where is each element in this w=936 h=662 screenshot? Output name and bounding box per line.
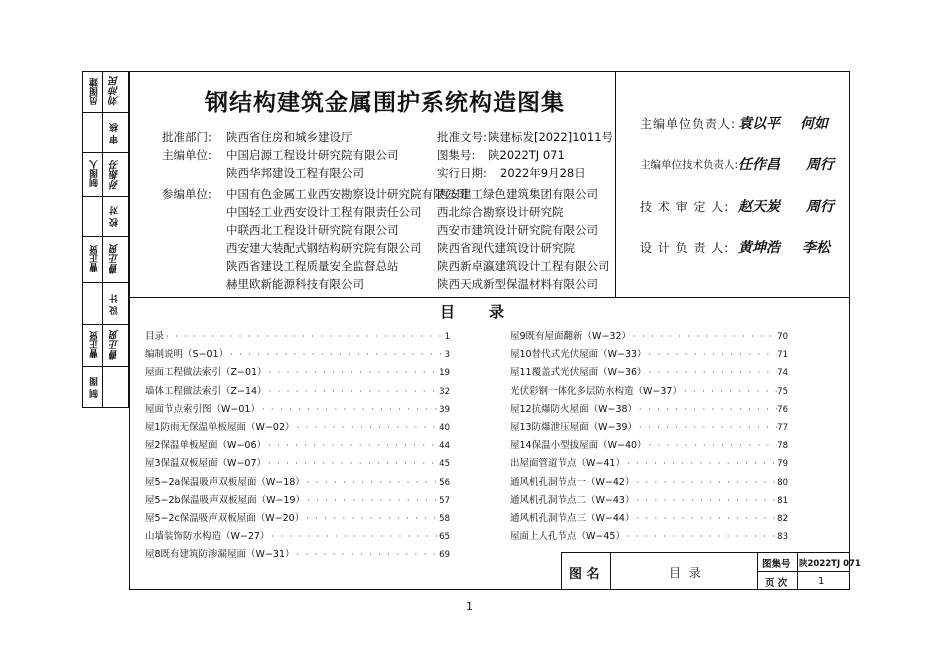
- toc-entry-page: 70: [777, 332, 788, 342]
- participant-unit: 陕西新卓瀛建筑设计工程有限公司: [437, 259, 610, 273]
- toc-entry-page: 39: [439, 404, 450, 415]
- effective-date-value: 2022年9月28日: [500, 166, 586, 180]
- toc-entry-title: 出屋面管道节点（W−41）: [510, 458, 625, 470]
- approval-dept-label: 批准部门:: [162, 130, 212, 144]
- strip-label-1: 审 核: [110, 123, 120, 145]
- responsible-signature-1a: 任作昌: [738, 157, 780, 173]
- toc-leader: [634, 474, 777, 492]
- participant-unit: 西安建工绿色建筑集团有限公司: [437, 187, 598, 201]
- toc-leader: [634, 492, 777, 510]
- participant-unit: 西北综合勘察设计研究院: [437, 205, 564, 219]
- drawing-name: 目 录: [669, 566, 703, 580]
- strip-label-7: 制 图: [90, 377, 100, 399]
- toc-leader: [647, 437, 778, 455]
- atlas-no-block: 陕2022TJ 071: [799, 559, 861, 569]
- strip-signature-2: 孙振芬: [110, 160, 121, 190]
- strip-label-4: 曹正贤: [90, 245, 100, 272]
- toc-entry-title: 编制说明（S−01）: [145, 349, 229, 361]
- toc-entry-title: 目录: [145, 331, 165, 342]
- toc-entry-title: 通风机孔洞节点一（W−42）: [510, 476, 635, 488]
- toc-entry-page: 77: [777, 423, 788, 434]
- toc-entry-title: 屋面工程做法索引（Z−01）: [145, 367, 267, 379]
- toc-leader: [305, 492, 439, 510]
- responsible-signature-2b: 周行: [806, 199, 834, 215]
- strip-column-divider: [102, 71, 103, 408]
- toc-entry[interactable]: [145, 401, 450, 419]
- strip-label-3: 校 对: [110, 206, 120, 228]
- responsible-label-2: 技 术 审 定 人:: [640, 200, 730, 214]
- responsible-divider: [615, 71, 616, 297]
- toc-leader: [637, 401, 777, 419]
- responsible-signature-2a: 赵天炭: [738, 199, 780, 215]
- toc-leader: [267, 383, 440, 401]
- toc-leader: [634, 510, 777, 528]
- toc-entry-title: 屋14保温小型拔屋面（W−40）: [510, 440, 647, 452]
- strip-signature-0: 刘沛民: [110, 76, 121, 106]
- toc-entry-page: 40: [439, 423, 450, 434]
- toc-title: 目录: [440, 303, 539, 321]
- toc-entry[interactable]: [145, 419, 450, 437]
- toc-entry-page: 83: [777, 532, 788, 543]
- toc-entry[interactable]: [510, 346, 788, 364]
- toc-entry-title: 屋12抗爆防火屋面（W−38）: [510, 403, 638, 415]
- editor-unit-value-2: 陕西华邦建设工程有限公司: [226, 166, 364, 180]
- toc-leader: [295, 546, 440, 564]
- toc-entry[interactable]: [145, 383, 450, 401]
- toc-entry-title: 屋面上人孔节点（W−45）: [510, 531, 625, 543]
- toc-leader: [304, 510, 439, 528]
- participant-unit: 西安市建筑设计研究院有限公司: [437, 223, 598, 237]
- strip-divider: [82, 324, 129, 325]
- page-block: 1: [818, 576, 825, 587]
- atlas-no-label-block: 图集号: [762, 559, 791, 570]
- approval-doc-value: 陕建标发[2022]1011号: [488, 130, 614, 144]
- toc-entry[interactable]: [510, 492, 788, 510]
- toc-entry-title: 屋3保温双板屋面（W−07）: [145, 458, 266, 470]
- toc-leader: [682, 383, 777, 401]
- toc-leader: [269, 528, 439, 546]
- toc-entry-title: 屋面节点索引图（W−01）: [145, 403, 260, 415]
- toc-entry-page: 32: [439, 386, 450, 397]
- participant-unit: 赫里欧新能源科技有限公司: [226, 277, 364, 291]
- participant-unit: 中国轻工业西安设计工程有限责任公司: [226, 205, 422, 219]
- toc-leader: [266, 455, 439, 473]
- toc-entry[interactable]: [510, 364, 788, 382]
- toc-entry-title: 屋10替代式光伏屋面（W−33）: [510, 349, 647, 361]
- strip-label-5: 设 计: [110, 294, 120, 316]
- toc-entry[interactable]: [145, 437, 450, 455]
- toc-entry-page: 58: [439, 514, 450, 525]
- participant-unit: 陕西天成新型保温材料有限公司: [437, 277, 598, 291]
- page-label-block: 页 次: [765, 578, 788, 589]
- responsible-signature-3a: 黄坤浩: [738, 240, 780, 256]
- strip-signature-6: 曹正贤: [110, 330, 121, 360]
- strip-divider: [82, 236, 129, 237]
- toc-entry-title: 屋5−2a保温吸声双板屋面（W−18）: [145, 476, 305, 488]
- toc-leader: [228, 346, 444, 364]
- toc-leader: [295, 419, 440, 437]
- participant-unit: 中联西北工程设计研究院有限公司: [226, 223, 399, 237]
- approval-dept-value: 陕西省住房和城乡建设厅: [226, 130, 353, 144]
- participants-col2: [437, 186, 610, 292]
- toc-entry-title: 屋5−2b保温吸声双板屋面（W−19）: [145, 494, 306, 506]
- title-block-row-divider: [757, 571, 850, 572]
- editor-unit-value-1: 中国启源工程设计研究院有限公司: [226, 148, 399, 162]
- header-divider: [129, 297, 850, 298]
- strip-label-2: 制图人: [90, 160, 100, 187]
- toc-leader: [305, 474, 439, 492]
- toc-entry[interactable]: [145, 328, 450, 346]
- toc-entry-page: 82: [777, 514, 788, 525]
- toc-entry-title: 通风机孔洞节点二（W−43）: [510, 494, 635, 506]
- toc-entry-title: 屋1防雨无保温单板屋面（W−02）: [145, 422, 295, 434]
- toc-entry[interactable]: [510, 437, 788, 455]
- toc-entry-page: 75: [777, 386, 788, 397]
- toc-leader: [625, 528, 777, 546]
- strip-signature-4: 曹正贤: [110, 244, 121, 274]
- responsible-label-1: 主编单位技术负责人:: [640, 159, 739, 171]
- strip-divider: [82, 152, 129, 153]
- drawing-name-label: 图 名: [569, 567, 600, 582]
- toc-entry-title: 通风机孔洞节点三（W−44）: [510, 513, 635, 525]
- title-block-left: [561, 552, 562, 590]
- toc-entry-page: 44: [439, 441, 450, 452]
- participant-unit: 中国有色金属工业西安勘察设计研究院有限公司: [226, 187, 468, 201]
- strip-label-6: 曹正贤: [90, 331, 100, 358]
- toc-leader: [164, 328, 445, 346]
- toc-entry[interactable]: [145, 492, 450, 510]
- toc-left-column: [145, 328, 450, 565]
- toc-entry[interactable]: [510, 328, 788, 346]
- strip-divider: [82, 282, 129, 283]
- toc-right-column: [510, 328, 788, 546]
- responsible-label-3: 设 计 负 责 人:: [640, 241, 730, 255]
- title-block-divider: [610, 552, 611, 590]
- toc-entry-page: 71: [777, 350, 788, 361]
- responsible-label-0: 主编单位负责人:: [640, 117, 737, 131]
- toc-entry[interactable]: [145, 474, 450, 492]
- title-block-top: [561, 552, 850, 553]
- toc-entry-title: 屋8既有建筑防渗漏屋面（W−31）: [145, 549, 295, 561]
- toc-entry[interactable]: [510, 455, 788, 473]
- toc-entry-page: 74: [777, 368, 788, 379]
- toc-entry[interactable]: [510, 528, 788, 546]
- toc-entry-page: 56: [439, 477, 450, 488]
- toc-entry[interactable]: [145, 528, 450, 546]
- participant-unit: 陕西省现代建筑设计研究院: [437, 241, 575, 255]
- page-title: 钢结构建筑金属围护系统构造图集: [205, 90, 565, 116]
- responsible-signature-0b: 何如: [800, 116, 828, 132]
- toc-leader: [631, 328, 777, 346]
- atlas-no-label: 图集号:: [437, 148, 476, 162]
- toc-entry[interactable]: [510, 474, 788, 492]
- page-number: 1: [466, 600, 473, 613]
- toc-entry-page: 78: [777, 441, 788, 452]
- toc-entry-title: 屋11覆盖式光伏屋面（W−36）: [510, 367, 647, 379]
- toc-entry[interactable]: [510, 419, 788, 437]
- responsible-signature-1b: 周行: [806, 157, 834, 173]
- participants-label: 参编单位:: [162, 187, 212, 201]
- toc-entry-page: 45: [439, 459, 450, 470]
- toc-entry[interactable]: [145, 346, 450, 364]
- toc-entry[interactable]: [510, 401, 788, 419]
- responsible-signature-3b: 李松: [802, 240, 830, 256]
- approval-doc-label: 批准文号:: [437, 130, 487, 144]
- toc-entry[interactable]: [145, 364, 450, 382]
- toc-leader: [647, 346, 778, 364]
- toc-entry-title: 屋13防爆泄压屋面（W−39）: [510, 422, 638, 434]
- toc-entry-title: 光伏彩钢一体化多层防水构造（W−37）: [510, 385, 682, 397]
- toc-entry-page: 69: [439, 550, 450, 561]
- toc-entry-title: 屋9既有屋面翻新（W−32）: [510, 331, 631, 342]
- toc-leader: [647, 364, 778, 382]
- responsible-signature-0a: 袁以平: [738, 116, 780, 132]
- toc-entry-page: 79: [777, 459, 788, 470]
- toc-entry-page: 57: [439, 495, 450, 506]
- effective-date-label: 实行日期:: [437, 166, 487, 180]
- toc-entry-page: 65: [439, 532, 450, 543]
- toc-entry-title: 山墙装饰防水构造（W−27）: [145, 531, 270, 543]
- editor-unit-label: 主编单位:: [162, 148, 212, 162]
- toc-entry[interactable]: [510, 510, 788, 528]
- toc-leader: [260, 401, 439, 419]
- participant-unit: 陕西省建设工程质量安全监督总站: [226, 259, 399, 273]
- toc-entry-title: 屋5−2c保温吸声双板屋面（W−20）: [145, 513, 305, 525]
- toc-entry-page: 1: [444, 332, 450, 342]
- toc-leader: [625, 455, 777, 473]
- strip-label-0: 员图建: [90, 78, 100, 105]
- toc-entry[interactable]: [145, 510, 450, 528]
- toc-entry[interactable]: [145, 455, 450, 473]
- strip-divider: [82, 196, 129, 197]
- toc-entry-page: 76: [777, 404, 788, 415]
- strip-divider: [82, 112, 129, 113]
- toc-leader: [637, 419, 777, 437]
- toc-entry-page: 19: [439, 368, 450, 379]
- toc-entry-page: 80: [777, 477, 788, 488]
- toc-entry-page: 3: [444, 350, 450, 361]
- toc-leader: [266, 437, 439, 455]
- toc-entry-title: 墙体工程做法索引（Z−14）: [145, 385, 267, 397]
- participants-col1: [226, 186, 468, 292]
- atlas-no-value: 陕2022TJ 071: [488, 148, 565, 162]
- toc-leader: [267, 364, 440, 382]
- toc-entry[interactable]: [145, 546, 450, 564]
- toc-entry-title: 屋2保温单板屋面（W−06）: [145, 440, 266, 452]
- participant-unit: 西安建大装配式钢结构研究院有限公司: [226, 241, 422, 255]
- toc-entry-page: 81: [777, 495, 788, 506]
- strip-divider: [82, 366, 129, 367]
- toc-entry[interactable]: [510, 383, 788, 401]
